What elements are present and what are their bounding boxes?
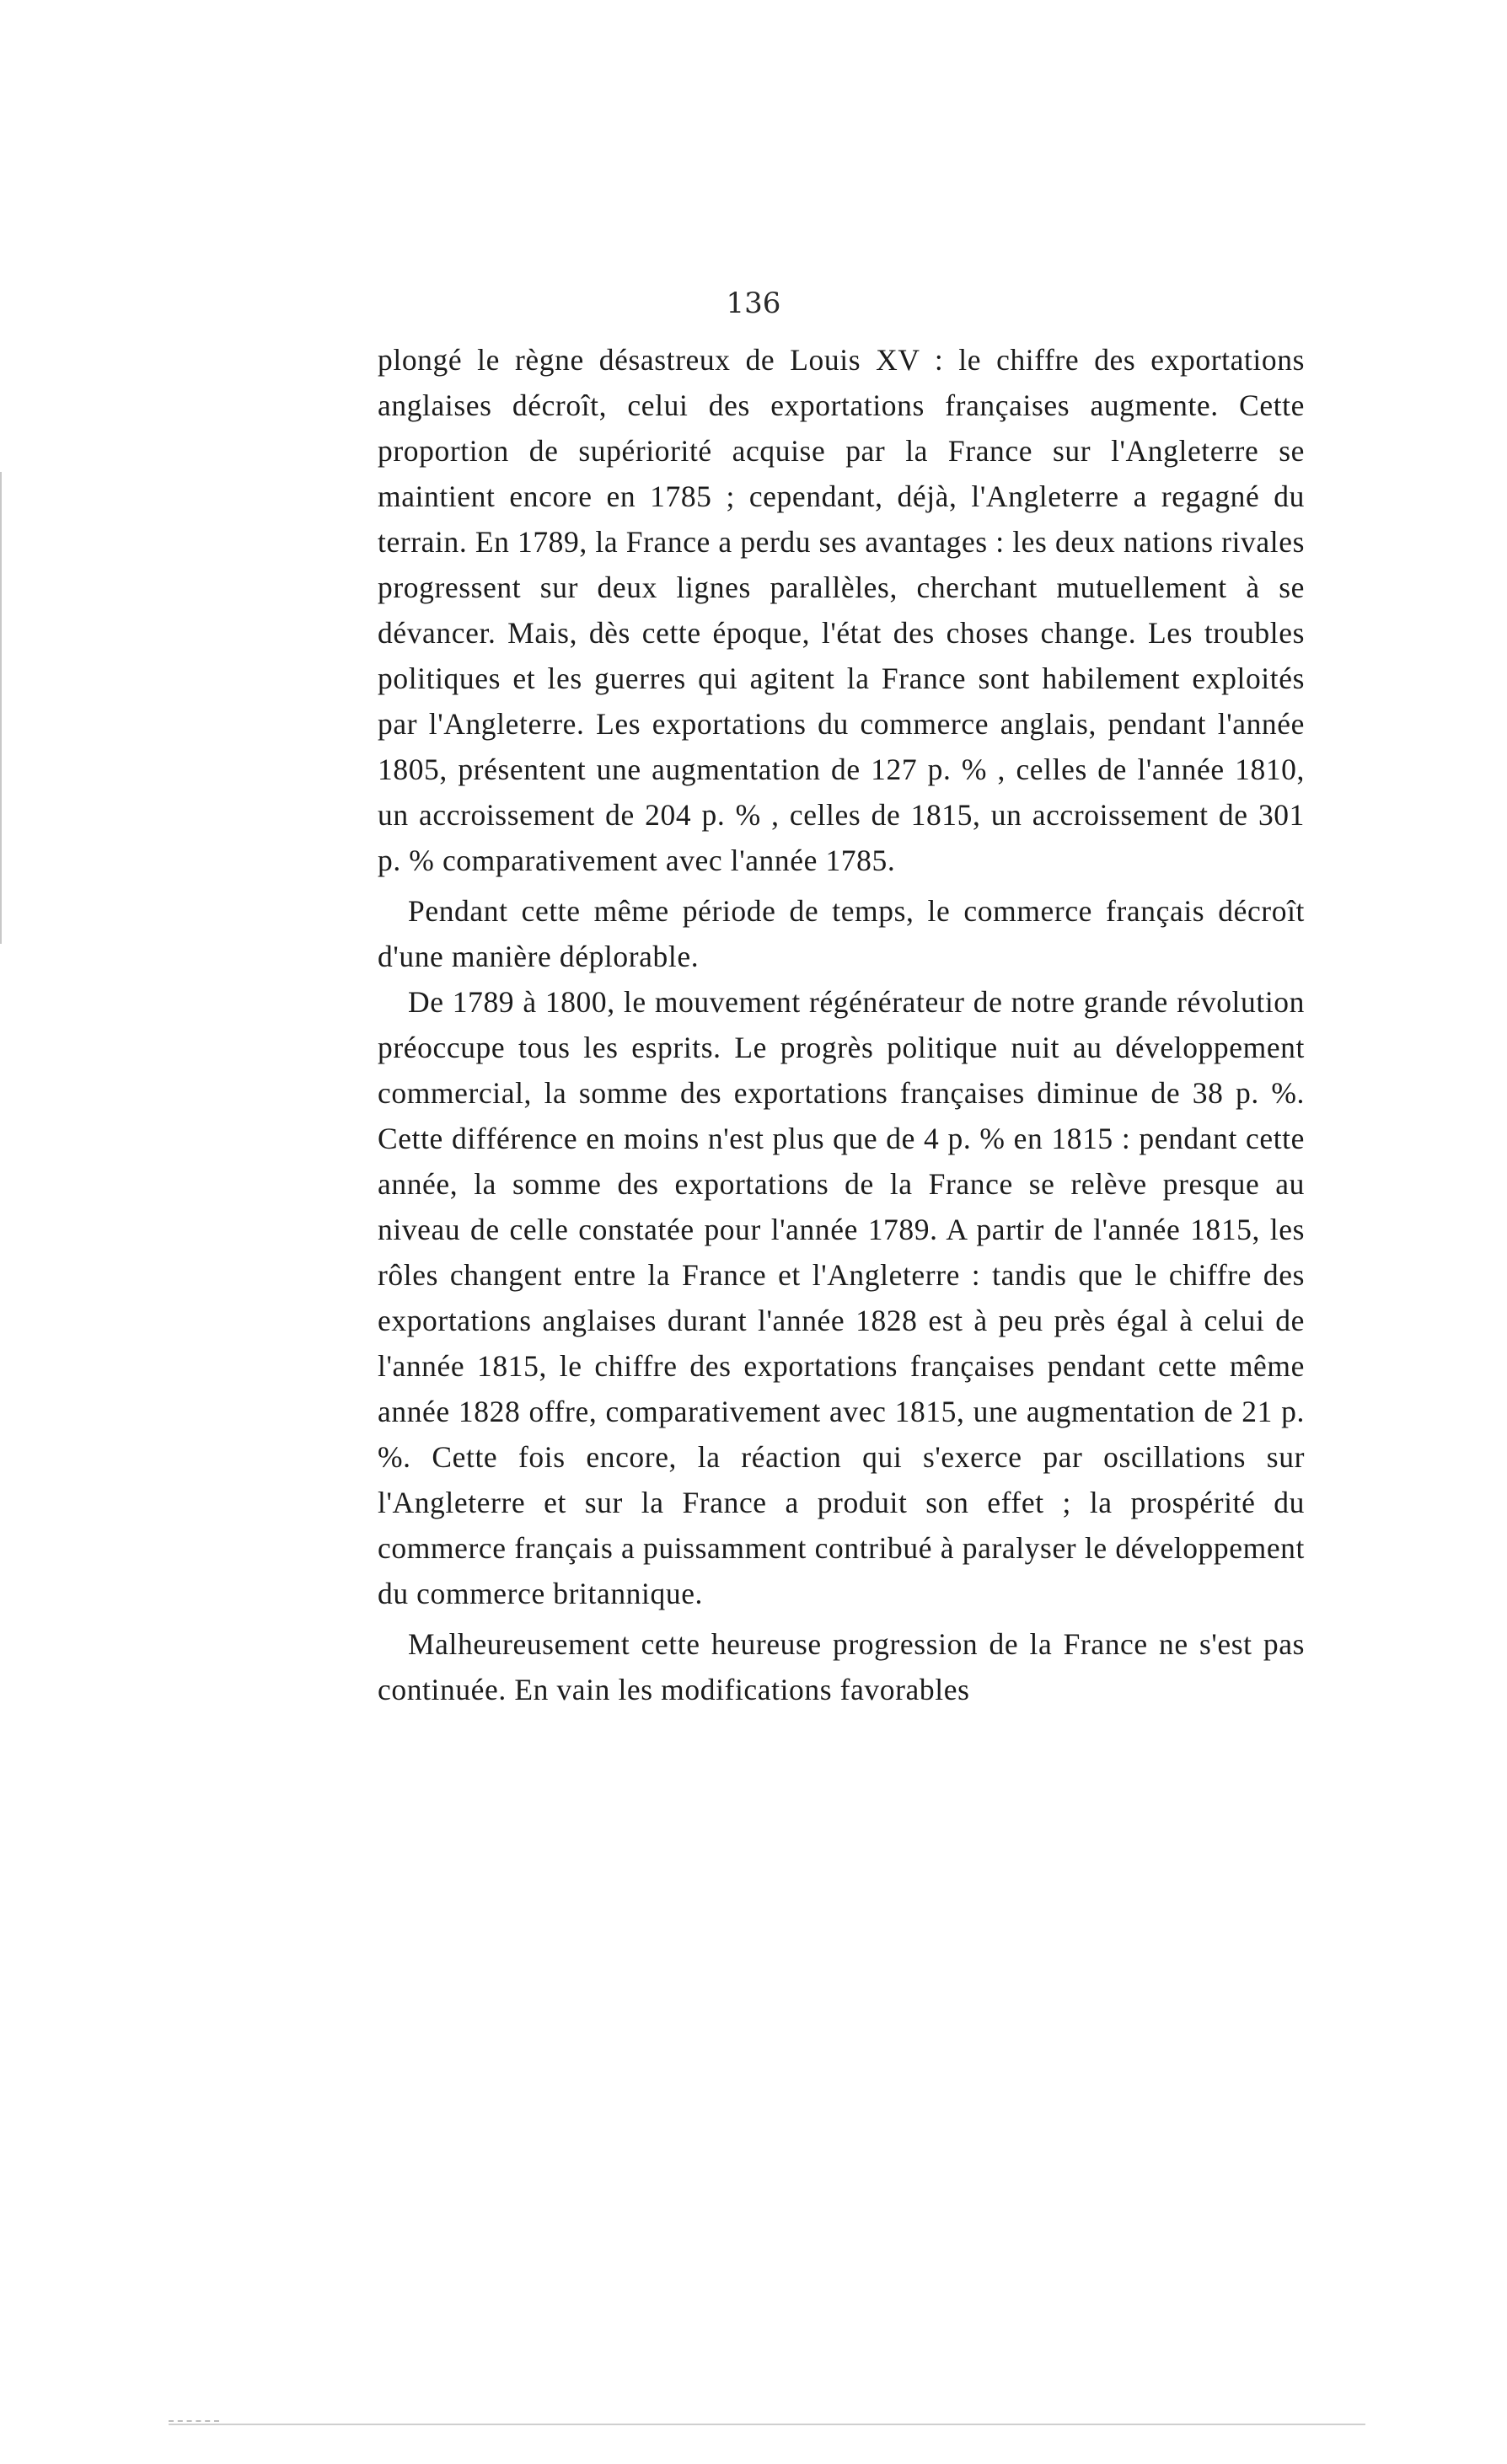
paragraph-3: De 1789 à 1800, le mouvement régénérateur de notre grande révolution préoccupe tous les esprits. Le progrès politique nuit au développement commercial, la somme des exportations françaises diminue de 38 p. %. Cette différence en moins n'est plus que de 4 p. % en 1815 : pendant cette année, la somme des exportations de la France se relève presque au niveau de celle constatée pour l'année 1789. A partir de l'année 1815, les rôles changent entre la France et l'Angleterre : tandis que le chiffre des exportations anglaises durant l'année 1828 est à peu près égal à celui de l'année 1815, le chiffre des exportations françaises pendant cette même année 1828 offre, comparativement avec 1815, une augmentation de 21 p. %. Cette fois encore, la réaction qui s'exerce par oscillations sur l'Angleterre et sur la France a produit son effet ; la prospérité du commerce français a puissamment contribué à paralyser le développement du commerce britannique. (378, 985, 1305, 1610)
body-text (378, 337, 1305, 1712)
paragraph-2: Pendant cette même période de temps, le commerce français décroît d'une manière déplorable. (378, 894, 1305, 973)
page-number: 136 (726, 287, 781, 320)
paragraph-4: Malheureusement cette heureuse progression de la France ne s'est pas continuée. En vain les modifications favorables (378, 1627, 1305, 1706)
bottom-scan-rule (169, 2424, 1365, 2425)
bottom-scan-ticks (169, 2420, 219, 2422)
paragraph-1: plongé le règne désastreux de Louis XV : le chiffre des exportations anglaises décroît, celui des exportations françaises augmente. Cette proportion de supériorité acquise par la France sur l'Angleterre se maintient encore en 1785 ; cependant, déjà, l'Angleterre a regagné du terrain. En 1789, la France a perdu ses avantages : les deux nations rivales progressent sur deux lignes parallèles, cherchant mutuellement à se dévancer. Mais, dès cette époque, l'état des choses change. Les troubles politiques et les guerres qui agitent la France sont habilement exploités par l'Angleterre. Les exportations du commerce anglais, pendant l'année 1805, présentent une augmentation de 127 p. % , celles de l'année 1810, un accroissement de 204 p. % , celles de 1815, un accroissement de 301 p. % comparativement avec l'année 1785. (378, 343, 1305, 877)
scan-edge-mark (0, 472, 2, 944)
